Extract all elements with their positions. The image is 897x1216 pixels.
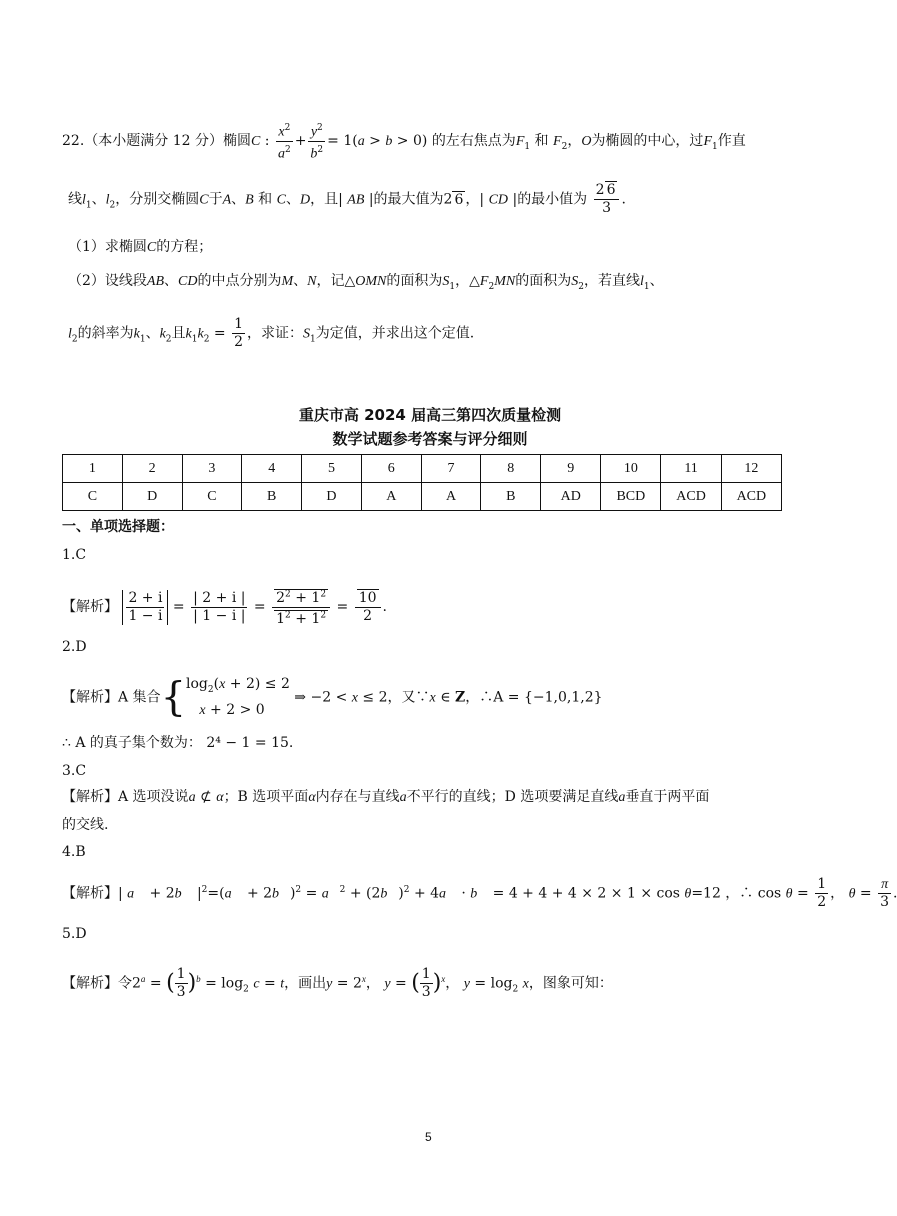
item-2-line2 (62, 734, 293, 752)
table-cell: 12 (721, 455, 781, 483)
q22-line2: 线$l_1$、$l_2$，分别交椭圆C于A、B 和 C、D，且| AB |的最大值为2 6 ，| CD |的最小值为 $\frac{2 6}{3}$ . (68, 182, 626, 216)
table-cell: C (182, 483, 242, 511)
item-4-jiexi: 【解析】 (62, 885, 118, 902)
table-cell: D (302, 483, 362, 511)
item-5-number: 5.D (62, 926, 87, 942)
item-3-number: 3.C (62, 763, 87, 779)
item-2-line2-value: 2⁴ − 1 = 15. (206, 735, 294, 751)
q22-part2-line2: $l_2$的斜率为$k_1$、$k_2$且$k_1k_2$ = $\frac{1}{2}$ ，求证：$S_1$为定值，并求出这个定值. (68, 316, 475, 350)
q22-part1: （1）求椭圆C的方程； (68, 239, 213, 255)
answer-table-numbers-row (63, 455, 782, 483)
table-cell: B (481, 483, 541, 511)
item-2-line2-text: ∴ A 的真子集个数为： (62, 735, 202, 751)
q22-center-text: 为椭圆的中心，过 (591, 133, 704, 150)
item-3-text-e: 垂直于两平面 (625, 789, 710, 805)
item-1-number: 1.C (62, 547, 87, 563)
table-cell: D (122, 483, 182, 511)
q22-part2-i: 且 (171, 325, 186, 342)
table-cell: 1 (63, 455, 123, 483)
item-2-set: A = {−1,0,1,2} (493, 689, 603, 706)
q22-part2-a: （2）设线段 (68, 273, 147, 289)
answer-table-answers-row (63, 483, 782, 511)
item-3-text-c: 内存在与直线 (315, 789, 400, 805)
item-5-text-b: ，画出 (284, 975, 327, 992)
item-4-solution: 【解析】| a⃗ + 2b⃗ $|^2=(a⃗$ + 2b⃗)$^2$ = a⃗$^2$ + (2b⃗)$^2$ + 4a⃗ · b⃗ = 4 + 4 + 4 × 2 × 1 × cos θ=12 ，∴ cos θ = $\frac{1}{2}$ ， θ = $\frac{\pi}{3}$ (62, 876, 890, 910)
table-cell: ACD (661, 483, 721, 511)
q22-make-text: 作直 (717, 133, 746, 150)
table-cell: 8 (481, 455, 541, 483)
q22-line2-b: 分别交椭圆 (129, 191, 200, 208)
item-5-solution: 【解析】令$2^a$ = ( $\frac{1}{3}$ )$^b = \log_2 c = t$，画出$y = 2^x$， y = ( $\frac{1}{3}$ )$^x$， $y = \log_2 x$，图象可知： (62, 966, 613, 1000)
q22-line2-c: 于 (208, 191, 223, 208)
page-number: 5 (425, 1130, 432, 1144)
q22-line2-f: 的最小值为 (517, 191, 588, 208)
table-cell: AD (541, 483, 601, 511)
table-cell: 10 (601, 455, 661, 483)
item-1-jiexi: 【解析】 (62, 599, 118, 616)
table-cell: ACD (721, 483, 781, 511)
table-cell: C (63, 483, 123, 511)
table-cell: 2 (122, 455, 182, 483)
q22-focus-text: 的左右焦点为 (431, 133, 516, 150)
q22-part1-end: 的方程； (156, 239, 213, 255)
answer-table (62, 454, 782, 511)
q22-part2-j: ，求证： (247, 325, 303, 342)
item-4-number: 4.B (62, 844, 86, 860)
q22-part2-f: 的面积为 (515, 273, 572, 289)
q22-line2-a: 线 (68, 191, 82, 208)
item-5-text-c: ，图象可知： (528, 975, 613, 992)
item-2-tail1: ，又∵ (387, 689, 430, 706)
answer-title-2: 数学试题参考答案与评分细则 (332, 430, 528, 448)
table-cell: A (421, 483, 481, 511)
q22-part2-c: ，记△ (316, 273, 356, 289)
q22-part2-d: 的面积为 (386, 273, 443, 289)
q22-part2-g: ，若直线 (583, 273, 640, 289)
q22-part2-k: 为定值，并求出这个定值. (315, 325, 475, 342)
item-3-text-b: ；B 选项平面 (223, 789, 309, 805)
table-cell: B (242, 483, 302, 511)
table-cell: 3 (182, 455, 242, 483)
item-3-line2: 的交线. (62, 817, 109, 833)
item-1-solution: 【解析】 $\frac{2 + i}{1 - i}$ = $\frac{| 2 + i |}{| 1 - i |}$ = $\frac{2^2 + 1^2}{1^2 + 1^2}$ = $\frac{10}{2}$ . (62, 586, 387, 628)
q22-line2-e: 的最大值为 (373, 191, 444, 208)
item-2-jiexi: 【解析】A 集合 (62, 689, 161, 706)
table-cell: BCD (601, 483, 661, 511)
answer-title-1: 重庆市高 2024 届高三第四次质量检测 (298, 406, 562, 424)
section-heading: 一、单项选择题： (62, 519, 174, 535)
item-3-jiexi: 【解析】A 选项没说 (62, 789, 189, 805)
q22-part2-e: ，△ (455, 273, 480, 289)
item-2-number: 2.D (62, 639, 87, 655)
table-cell: 7 (421, 455, 481, 483)
table-cell: 5 (302, 455, 362, 483)
q22-part2-h: 的斜率为 (77, 325, 134, 342)
q22-part2-line1: （2）设线段AB、CD的中点分别为M、N，记△OMN的面积为$S_1$，$\triangle F_2MN$的面积为$S_2$，若直线$l_1$、 (68, 273, 664, 292)
q22-line1: 22.（本小题满分 12 分）椭圆C : $\frac{x^2}{a^2}$ + $\frac{y^2}{b^2}$ = 1(a > b > 0) 的左右焦点为$F_1$ 和 $F_2$，O为椭圆的中心，过$F_1$作直 (62, 120, 746, 162)
table-cell: 9 (541, 455, 601, 483)
item-3-text-d: 不平行的直线；D 选项要满足直线 (406, 789, 619, 805)
q22-label: 22.（本小题满分 12 分）椭圆 (62, 133, 251, 150)
table-cell: 4 (242, 455, 302, 483)
item-2-tail2: ，∴ (465, 689, 494, 706)
q22-line2-d: ，且 (310, 191, 339, 208)
item-5-jiexi: 【解析】令 (62, 975, 132, 992)
table-cell: 11 (661, 455, 721, 483)
q22-part1-text: （1）求椭圆 (68, 239, 147, 255)
table-cell: 6 (361, 455, 421, 483)
item-2-solution: 【解析】A 集合{$\log_2(x + 2) \le 2$ x + 2 > 0 ⇒ −2 < x ≤ 2，又∵x ∈ Z，∴A = {−1,0,1,2} (62, 674, 603, 721)
table-cell: A (361, 483, 421, 511)
item-3-solution: 【解析】A 选项没说a ⊄ α；B 选项平面α内存在与直线a不平行的直线；D 选项要满足直线a垂直于两平面 (62, 789, 710, 805)
q22-part2-b: 的中点分别为 (197, 273, 282, 289)
